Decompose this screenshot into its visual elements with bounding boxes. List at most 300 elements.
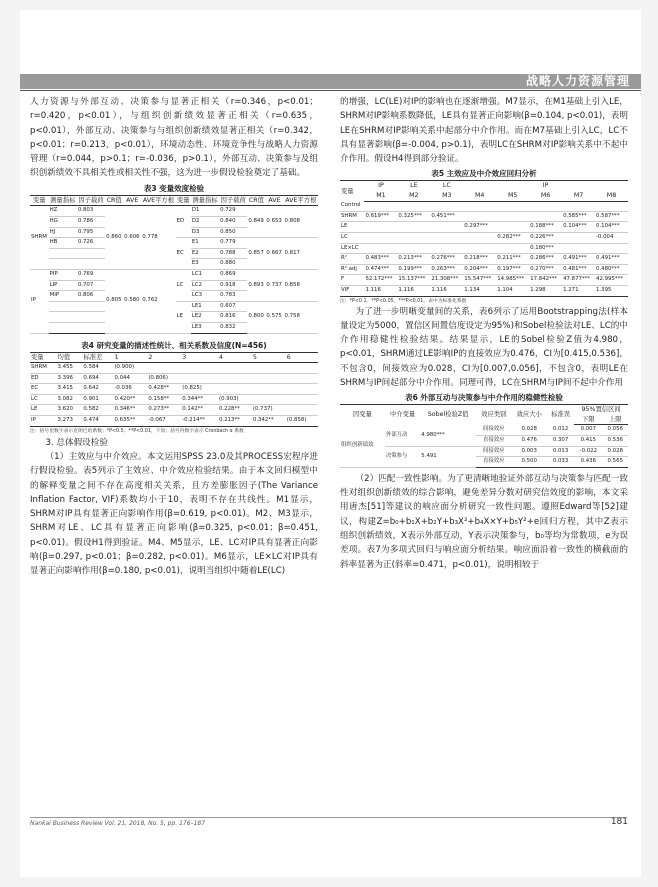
- table5-cell: 1.116: [430, 285, 463, 296]
- table5-cell: [364, 232, 397, 243]
- table4-cell: [286, 405, 318, 416]
- table4-cell: -0.067: [147, 416, 181, 427]
- table6-cell: 0.013: [547, 446, 574, 457]
- table5-cell: -0.004: [595, 232, 628, 243]
- table3-indicator: [49, 322, 77, 333]
- table4-cell: [286, 363, 318, 374]
- table6-header-ci: 95%置信区间: [574, 405, 628, 415]
- table6-cell: 0.476: [511, 436, 546, 447]
- table3-indicator: HB: [49, 238, 77, 249]
- table3-loading: 0.806: [77, 291, 105, 302]
- table4-cell: 0.213**: [218, 416, 252, 427]
- table6-title: 表6 外部互动与决策参与中介作用的稳健性检验: [405, 393, 563, 403]
- table5-cell: Control: [340, 201, 364, 211]
- table6-cell: 0.033: [547, 457, 574, 468]
- table-row: [30, 384, 318, 395]
- table3-loading: 0.803: [77, 206, 105, 217]
- table4-cell: 0.642: [82, 384, 113, 395]
- table5-cell: [430, 222, 463, 233]
- table5-header-group: LE: [397, 181, 430, 191]
- table4-cell: 3.455: [57, 363, 83, 374]
- table3-loading: 0.607: [219, 301, 247, 312]
- table3-indicator: MIP: [49, 291, 77, 302]
- table5-cell: 0.587***: [595, 211, 628, 222]
- table5-cell: [397, 243, 430, 254]
- page-number: 181: [610, 817, 628, 827]
- table5-cell: 52.172***: [364, 275, 397, 286]
- table5-cell: 47.877***: [562, 275, 595, 286]
- table3-indicator: HJ: [49, 227, 77, 238]
- table3-ave-sqrt: 0.858: [284, 269, 318, 301]
- table4-cell: 0.474: [82, 416, 113, 427]
- table5-cell: LC: [340, 232, 364, 243]
- right-column: [340, 95, 628, 572]
- table3-var: SHRM: [30, 206, 49, 270]
- table-row: [340, 254, 628, 265]
- table4-cell: (0.806): [147, 373, 181, 384]
- table6-header-cell: 因变量: [340, 405, 385, 425]
- table3-indicator: LE2: [191, 312, 219, 323]
- table6-header-cell: 效应类别: [476, 405, 511, 425]
- table5-cell: 0.104***: [562, 222, 595, 233]
- table4-cell: 0.344**: [181, 394, 218, 405]
- table5-cell: LE×LC: [340, 243, 364, 254]
- table6-header-cell: 标准误: [547, 405, 574, 425]
- table6-header-cell: Sobel检验Z值: [420, 405, 476, 425]
- table5-cell: [463, 243, 496, 254]
- table4-cell: [252, 384, 286, 395]
- table5-cell: LE: [340, 222, 364, 233]
- table5-cell: [496, 243, 529, 254]
- table3-header-cell: CR值: [247, 195, 265, 206]
- table3-indicator: LE1: [191, 301, 219, 312]
- table4-cell: 0.901: [82, 394, 113, 405]
- table-row: [340, 425, 628, 436]
- table3-loading: 0.918: [219, 280, 247, 291]
- table6-header-upper: 上限: [602, 415, 628, 425]
- table4-header-cell: 3: [181, 352, 218, 363]
- table3-indicator: D3: [191, 227, 219, 238]
- table5-cell: 0.297***: [463, 222, 496, 233]
- table5-cell: [430, 201, 463, 211]
- table5-header-model: M8: [595, 191, 628, 201]
- footer-journal: Nankai Business Review Vol. 21, 2018, No. 5, pp. 176–187: [30, 820, 206, 827]
- table3-header-cell: 变量: [30, 195, 49, 206]
- table5-header-group: IP: [364, 181, 397, 191]
- table6-sobel-z: 4.980***: [420, 425, 476, 446]
- table5-cell: [496, 201, 529, 211]
- table3-var: EC: [176, 238, 191, 270]
- table6-sobel-z: 5.491: [420, 446, 476, 467]
- table3-header-cell: AVE平方根: [284, 195, 318, 206]
- table-row: [340, 243, 628, 254]
- table5-cell: 21.308***: [430, 275, 463, 286]
- table-row: [340, 285, 628, 296]
- table5-cell: [364, 201, 397, 211]
- table5-cell: 1.104: [496, 285, 529, 296]
- table5-cell: 15.547***: [463, 275, 496, 286]
- table3-indicator: E3: [191, 259, 219, 270]
- table4-cell: 0.428**: [147, 384, 181, 395]
- table5-cell: 0.211***: [496, 254, 529, 265]
- table3-cr: 0.893: [247, 269, 265, 301]
- table4-cell: 0.228**: [218, 405, 252, 416]
- left-column: [30, 95, 318, 579]
- table3-ave-sqrt: 0.778: [141, 206, 175, 270]
- table3-loading: 0.795: [77, 227, 105, 238]
- table5-cell: 0.474***: [364, 264, 397, 275]
- table3-loading: [77, 312, 105, 323]
- table3-ave-sqrt: 0.817: [284, 238, 318, 270]
- table3-indicator: E1: [191, 238, 219, 249]
- table5-cell: R² adj: [340, 264, 364, 275]
- table6-mediator: 决策参与: [385, 446, 420, 467]
- table5-cell: [529, 211, 562, 222]
- table6-cell: 0.307: [547, 436, 574, 447]
- table6-header-cell: 效应大小: [511, 405, 546, 425]
- table3-header-cell: AVE平方根: [141, 195, 175, 206]
- table6: [340, 404, 628, 468]
- table3-loading: 0.769: [77, 269, 105, 280]
- table6-cell: 直接效应: [476, 457, 511, 468]
- table5-cell: [496, 211, 529, 222]
- table-row: [30, 206, 318, 217]
- table4-cell: ED: [30, 373, 57, 384]
- table3-loading: [77, 322, 105, 333]
- table3-header-cell: 测量指标: [49, 195, 77, 206]
- table5-cell: 0.204***: [463, 264, 496, 275]
- table5-cell: 15.137***: [397, 275, 430, 286]
- table5-header-var: 变量: [340, 181, 364, 201]
- table4: [30, 352, 318, 427]
- table-row: [340, 211, 628, 222]
- table5-cell: 0.480***: [595, 264, 628, 275]
- table4-header-cell: 5: [252, 352, 286, 363]
- table4-cell: 3.415: [57, 384, 83, 395]
- table4-cell: 3.273: [57, 416, 83, 427]
- table4-cell: (0.737): [252, 405, 286, 416]
- table4-cell: LC: [30, 394, 57, 405]
- table5-cell: 0.188***: [529, 222, 562, 233]
- table4-cell: 3.396: [57, 373, 83, 384]
- table3-loading: 0.779: [219, 238, 247, 249]
- table5-cell: [562, 243, 595, 254]
- table5-cell: 0.199***: [397, 264, 430, 275]
- table5-cell: 0.286***: [529, 254, 562, 265]
- table3-indicator: LC3: [191, 291, 219, 302]
- table-row: [340, 232, 628, 243]
- table-row: [30, 373, 318, 384]
- table3-loading: [77, 301, 105, 312]
- table3-indicator: D1: [191, 206, 219, 217]
- table3-var: IP: [30, 269, 49, 333]
- table5-cell: [595, 243, 628, 254]
- table3-header-cell: AVE: [265, 195, 283, 206]
- table3-indicator: LC2: [191, 280, 219, 291]
- table3-loading: 0.850: [219, 227, 247, 238]
- table4-cell: (0.903): [218, 394, 252, 405]
- table3-cr: 0.857: [247, 238, 265, 270]
- table3-indicator: [49, 301, 77, 312]
- table6-cell: 直接效应: [476, 436, 511, 447]
- table4-cell: 0.142**: [181, 405, 218, 416]
- table5-cell: 1.395: [595, 285, 628, 296]
- table6-cell: 0.028: [511, 425, 546, 436]
- table6-cell: 0.056: [602, 425, 628, 436]
- table3-loading: 0.788: [219, 248, 247, 259]
- table5-cell: 1.134: [463, 285, 496, 296]
- table5-cell: [397, 232, 430, 243]
- table3-loading: 0.832: [219, 322, 247, 333]
- table5-cell: 0.104***: [595, 222, 628, 233]
- table5-cell: 0.491***: [595, 254, 628, 265]
- table6-cell: 间接效应: [476, 425, 511, 436]
- table3-loading: 0.707: [77, 280, 105, 291]
- table3-ave: 0.653: [265, 206, 283, 238]
- table-row: [340, 222, 628, 233]
- table4-cell: (0.900): [113, 363, 147, 374]
- table5-cell: 42.995***: [595, 275, 628, 286]
- table5-cell: [430, 243, 463, 254]
- table4-note: 注：括号里数字表示克朗巴哈系数；*P<0.5；**P<0.01，下同；括号内数字表示 Cronbach α 系数: [30, 428, 244, 434]
- table4-cell: -0.214**: [181, 416, 218, 427]
- table5-cell: [562, 201, 595, 211]
- table5-cell: 0.180***: [529, 243, 562, 254]
- table5-cell: F: [340, 275, 364, 286]
- table3-indicator: LC1: [191, 269, 219, 280]
- table5-cell: 0.619***: [364, 211, 397, 222]
- table6-cell: 0.536: [602, 436, 628, 447]
- table3-indicator: PIP: [49, 269, 77, 280]
- table5-cell: 0.213***: [397, 254, 430, 265]
- table4-cell: [286, 394, 318, 405]
- table6-cell: 0.007: [574, 425, 602, 436]
- table4-cell: [252, 373, 286, 384]
- left-paragraph-2: （1）主效应与中介效应。本文运用SPSS 23.0及其PROCESS宏程序进行假设检验。表5列示了主效应、中介效应检验结果。由于本文回归模型中的解释变量之间不存在高度相关关系，且方差膨胀因子(The Variance Inflation Factor, VIF)系数均小于10，表明不存在共线性。M1显示，SHRM对IP具有显著正向影响作用(β=0.619, p<0.01)。M2、M3显示，SHRM对LE、LC具有显著正向影响(β=0.325, p<0.01；β=0.451, p<0.01)。假设H1得到验证。M4、M5显示，LE、LC对IP具有显著正向影响(β=0.297, p<0.01；β=0.282, p<0.01)。M6显示，LE×LC对IP具有显著正向影响作用(β=0.180, p<0.01)，说明当组织中随着LE(LC): [30, 451, 318, 577]
- table4-cell: (0.825): [181, 384, 218, 395]
- table4-header-cell: 1: [113, 352, 147, 363]
- table3-indicator: E2: [191, 248, 219, 259]
- table3-ave-sqrt: 0.758: [284, 301, 318, 333]
- table3-loading: 0.840: [219, 216, 247, 227]
- table5-cell: 1.116: [364, 285, 397, 296]
- table4-cell: (0.858): [286, 416, 318, 427]
- table5-note: 注：*P<0.1，**P<0.05，***P<0.01，表中为标准化系数: [340, 298, 467, 304]
- table5-cell: 0.226***: [529, 232, 562, 243]
- table4-cell: [286, 373, 318, 384]
- table6-cell: 0.415: [574, 436, 602, 447]
- table4-cell: IP: [30, 416, 57, 427]
- right-paragraph-3: （2）匹配一致性影响。为了更清晰地验证外部互动与决策参与匹配一致性对组织创新绩效的综合影响，避免差异分数对研究信效度的影响，本文采用唐杰[51]等建议的响应面分析研究一致性问题。遵照Edward等[52]建议，构建Z=b₀+b₁X+b₂Y+b₃X²+b₄X×Y+b₅Y²+e回归方程，其中Z表示组织创新绩效，X表示外部互动，Y表示决策参与，b₀等均为常数项，e为误差项。表7为多项式回归与响应面分析结果。响应面沿着一致性的横截面的斜率显著为正(斜率=0.471，p<0.01)，说明相较于: [340, 473, 628, 570]
- table3-ave: 0.667: [265, 238, 283, 270]
- table5-header-model: M5: [496, 191, 529, 201]
- table4-header-cell: 4: [218, 352, 252, 363]
- table3-indicator: LIP: [49, 280, 77, 291]
- table5-cell: 0.276***: [430, 254, 463, 265]
- table4-cell: [218, 363, 252, 374]
- table3-indicator: LE3: [191, 322, 219, 333]
- table5-header-model: M7: [562, 191, 595, 201]
- table4-header-cell: 均值: [57, 352, 83, 363]
- table3-title: 表3 变量效度检验: [143, 183, 205, 193]
- table-row: [340, 275, 628, 286]
- table5-header-model: M2: [397, 191, 430, 201]
- table3: [30, 195, 318, 334]
- table5-cell: [463, 201, 496, 211]
- table5-cell: 17.842***: [529, 275, 562, 286]
- table3-loading: [77, 248, 105, 259]
- table5-header-group: LC: [430, 181, 463, 191]
- table3-cr: 0.849: [247, 206, 265, 238]
- table4-title: 表4 研究变量的描述性统计、相关系数及信度(N=456): [81, 340, 267, 350]
- table5-header-model: M6: [529, 191, 562, 201]
- table5-cell: [463, 211, 496, 222]
- table4-cell: [252, 363, 286, 374]
- table5-cell: 0.270***: [529, 264, 562, 275]
- table3-header-cell: 因子载荷: [77, 195, 105, 206]
- table3-cr: 0.860: [105, 206, 123, 270]
- table6-cell: 0.012: [547, 425, 574, 436]
- left-paragraph-1: 人力资源与外部互动、决策参与显著正相关（r=0.346，p<0.01；r=0.420，p<0.01），与组织创新绩效显著正相关（r=0.635，p<0.01），外部互动、决策参与与组织创新绩效显著正相关（r=0.342，p<0.01；r=0.213，p<0.01），环境动态性、环境竞争性与战略人力资源管理（r=0.044，p>0.1；r=-0.036，p>0.1），外部互动、决策参与及组织创新绩效不具相关性或相关性不强，这为进一步假设检验奠定了基础。: [30, 97, 318, 179]
- table5: [340, 180, 628, 296]
- table-row: [30, 416, 318, 427]
- table4-cell: EC: [30, 384, 57, 395]
- table5-cell: [562, 232, 595, 243]
- header-rule: [20, 90, 641, 91]
- table4-cell: [218, 384, 252, 395]
- table4-cell: 0.420**: [113, 394, 147, 405]
- table4-header-cell: 2: [147, 352, 181, 363]
- table4-header-cell: 标准差: [82, 352, 113, 363]
- table3-loading: 0.729: [219, 206, 247, 217]
- table3-loading: 0.816: [219, 312, 247, 323]
- table5-cell: [595, 201, 628, 211]
- table3-header-cell: AVE: [123, 195, 141, 206]
- table3-loading: 0.880: [219, 259, 247, 270]
- table6-cell: 0.436: [574, 457, 602, 468]
- table5-cell: 0.263***: [430, 264, 463, 275]
- table3-loading: 0.783: [219, 291, 247, 302]
- table5-cell: [364, 243, 397, 254]
- table6-cell: -0.022: [574, 446, 602, 457]
- table4-header-cell: 变量: [30, 352, 57, 363]
- table4-header-cell: 6: [286, 352, 318, 363]
- table4-cell: 0.694: [82, 373, 113, 384]
- table3-indicator: HG: [49, 216, 77, 227]
- table5-cell: [397, 222, 430, 233]
- table4-cell: 0.582: [82, 405, 113, 416]
- table5-cell: 0.481***: [562, 264, 595, 275]
- table5-cell: 1.271: [562, 285, 595, 296]
- table3-ave: 0.737: [265, 269, 283, 301]
- table3-loading: [77, 259, 105, 270]
- table3-indicator: [49, 312, 77, 323]
- table3-var: LE: [176, 301, 191, 333]
- table4-cell: [181, 373, 218, 384]
- table4-cell: 3.620: [57, 405, 83, 416]
- table5-cell: R²: [340, 254, 364, 265]
- table3-loading: 0.786: [77, 216, 105, 227]
- table3-header-cell: 变量: [176, 195, 191, 206]
- table-row: [30, 269, 318, 280]
- table3-ave: 0.575: [265, 301, 283, 333]
- table5-cell: [529, 201, 562, 211]
- table4-cell: [181, 363, 218, 374]
- table-row: [30, 405, 318, 416]
- table5-cell: [463, 232, 496, 243]
- table4-cell: 0.273**: [147, 405, 181, 416]
- table5-cell: [397, 201, 430, 211]
- table5-header-model: M1: [364, 191, 397, 201]
- footer-rule: [30, 817, 627, 818]
- table3-cr: 0.800: [247, 301, 265, 333]
- table3-var: ED: [176, 206, 191, 238]
- table6-mediator: 外部互动: [385, 425, 420, 446]
- table5-cell: 1.298: [529, 285, 562, 296]
- right-paragraph-1: 的增强，LC(LE)对IP的影响也在逐渐增强。M7显示，在M1基础上引入LE，SHRM对IP影响系数降低，LE具有显著正向影响(β=0.104, p<0.01)，表明LE在SHRM对IP影响关系中起部分中介作用。而在M7基础上引入LC，LC不具有显著影响(β=-0.004, p>0.1)，表明LC在SHRM对IP影响关系中不起中介作用。假设H4得到部分验证。: [340, 97, 628, 165]
- table4-cell: [286, 384, 318, 395]
- table6-cell: 0.028: [602, 446, 628, 457]
- table6-header-cell: 中介变量: [385, 405, 420, 425]
- table6-cell: 0.003: [511, 446, 546, 457]
- table3-ave: 0.580: [123, 269, 141, 333]
- table4-cell: -0.036: [113, 384, 147, 395]
- table5-cell: VIF: [340, 285, 364, 296]
- table5-cell: 0.491***: [562, 254, 595, 265]
- table3-header-cell: 测量指标: [191, 195, 219, 206]
- table3-ave-sqrt: 0.808: [284, 206, 318, 238]
- table5-cell: 14.985***: [496, 275, 529, 286]
- table5-header-model: M3: [430, 191, 463, 201]
- table3-indicator: [49, 248, 77, 259]
- table-row: [30, 363, 318, 374]
- table5-header-model: M4: [463, 191, 496, 201]
- table5-cell: 0.218***: [463, 254, 496, 265]
- table3-indicator: D2: [191, 216, 219, 227]
- header-title: 战略人力资源管理: [525, 74, 630, 88]
- table5-cell: 0.197***: [496, 264, 529, 275]
- table5-cell: [430, 232, 463, 243]
- table6-cell: 0.565: [602, 457, 628, 468]
- table4-cell: 3.082: [57, 394, 83, 405]
- table4-cell: [252, 394, 286, 405]
- table4-cell: 0.342**: [252, 416, 286, 427]
- table3-loading: 0.726: [77, 238, 105, 249]
- table3-header-cell: CR值: [105, 195, 123, 206]
- table5-cell: [496, 222, 529, 233]
- right-paragraph-2: 为了进一步明晰变量间的关系，表6列示了运用Bootstrapping法(样本量设定为5000，置信区间置信度设定为95%)和Sobel检验法对LE、LC的中介作用稳健性检验结果。结果显示，LE的Sobel检验Z值为4.980，p<0.01，SHRM通过LE影响IP的直接效应为0.476，CI为[0.415,0.536]，不包含0，间接效应为0.028，CI为[0.007,0.056]，不包含0，表明LE在SHRM与IP间起部分中介作用。同理可得，LC在SHRM与IP间不起中介作用: [340, 306, 628, 388]
- table5-cell: 0.451***: [430, 211, 463, 222]
- table4-cell: 0.044: [113, 373, 147, 384]
- table5-cell: 0.483***: [364, 254, 397, 265]
- table4-cell: 0.584: [82, 363, 113, 374]
- table5-cell: 0.585***: [562, 211, 595, 222]
- table3-ave-sqrt: 0.762: [141, 269, 175, 333]
- table5-cell: [364, 222, 397, 233]
- table3-ave: 0.606: [123, 206, 141, 270]
- table6-cell: 间接效应: [476, 446, 511, 457]
- table3-cr: 0.805: [105, 269, 123, 333]
- table4-cell: 0.346**: [113, 405, 147, 416]
- table3-loading: 0.869: [219, 269, 247, 280]
- table4-cell: LE: [30, 405, 57, 416]
- table-row: [340, 201, 628, 211]
- table-row: [340, 264, 628, 275]
- table4-cell: [218, 373, 252, 384]
- table4-cell: 0.635**: [113, 416, 147, 427]
- table5-cell: SHRM: [340, 211, 364, 222]
- table5-cell: 0.282***: [496, 232, 529, 243]
